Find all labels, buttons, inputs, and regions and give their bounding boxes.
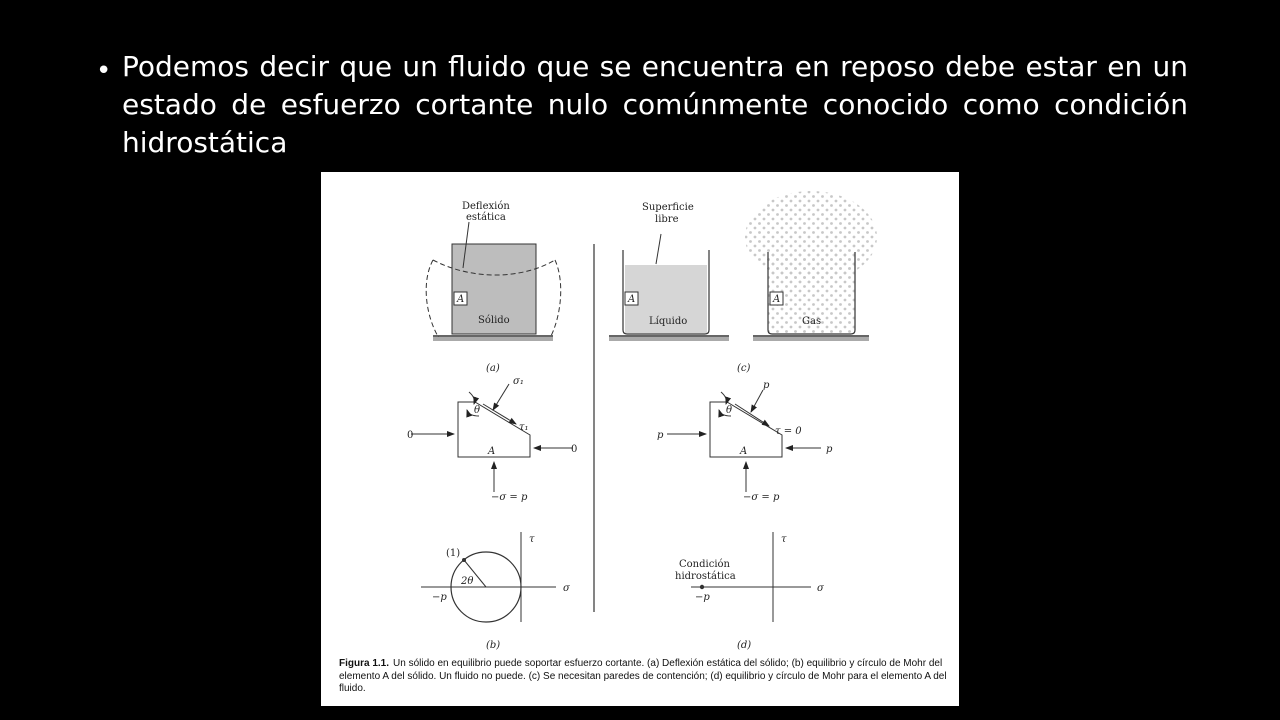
label-theta-b: θ [474, 405, 481, 416]
label-sigma1: σ₁ [513, 376, 524, 387]
caption-number: Figura 1.1. [339, 658, 390, 669]
label-panel-d: (d) [737, 640, 752, 651]
label-sigma-axis-d: σ [817, 583, 824, 594]
label-sigma-axis-b: σ [563, 583, 570, 594]
label-tau-zero: τ = 0 [775, 426, 802, 437]
label-neg-p-b: −p [432, 592, 447, 603]
label-p-right: p [826, 444, 833, 455]
bullet-symbol: • [96, 56, 112, 86]
label-element-d: A [740, 446, 748, 457]
label-element-a1: A [457, 294, 465, 305]
label-p-left: p [657, 430, 664, 441]
label-superficie-2: libre [655, 214, 679, 225]
mohr-circle-solid [421, 532, 556, 622]
label-tau-axis-b: τ [529, 534, 535, 545]
label-zero-right: 0 [571, 444, 578, 455]
label-two-theta: 2θ [461, 576, 474, 587]
fluid-element-forces [667, 390, 821, 492]
label-element-b: A [488, 446, 496, 457]
label-condicion-1: Condición [679, 559, 730, 570]
label-neg-sigma-b: −σ = p [491, 492, 528, 503]
label-neg-sigma-d: −σ = p [743, 492, 780, 503]
caption-text: Un sólido en equilibrio puede soportar esfuerzo cortante. (a) Deflexión estática del sólido; (b) equilibrio y círculo de Mohr del elemento A del sólido. Un fluido no puede. (c) Se necesitan paredes de contención; (d) equilibrio y círculo de Mohr para el elemento A del fluido. [339, 658, 947, 694]
label-neg-p-d: −p [695, 592, 710, 603]
label-superficie-1: Superficie [642, 202, 694, 213]
label-liquido: Líquido [649, 316, 688, 327]
label-element-a2: A [628, 294, 636, 305]
bullet-text: Podemos decir que un fluido que se encuentra en reposo debe estar en un estado de esfuerzo cortante nulo comúnmente conocido como condición hidrostática [122, 50, 1188, 159]
label-point-1: (1) [446, 548, 461, 559]
bullet-item [96, 48, 1188, 162]
label-theta-d: θ [726, 405, 733, 416]
label-deflexion-1: Deflexión [462, 201, 510, 212]
label-panel-a: (a) [486, 363, 500, 374]
label-gas: Gas [802, 316, 822, 327]
label-deflexion-2: estática [466, 212, 506, 223]
figure-diagram [321, 172, 959, 706]
label-zero-left: 0 [407, 430, 414, 441]
label-solido: Sólido [478, 315, 510, 326]
figure-panel [321, 172, 959, 706]
label-condicion-2: hidrostática [675, 571, 736, 582]
label-element-a3: A [773, 294, 781, 305]
label-tau-axis-d: τ [781, 534, 787, 545]
label-p-top: p [763, 380, 770, 391]
label-panel-b: (b) [486, 640, 501, 651]
figure-caption [339, 658, 951, 696]
solid-element-forces [411, 384, 573, 492]
label-tau1: τ₁ [519, 422, 529, 433]
label-panel-c: (c) [737, 363, 751, 374]
